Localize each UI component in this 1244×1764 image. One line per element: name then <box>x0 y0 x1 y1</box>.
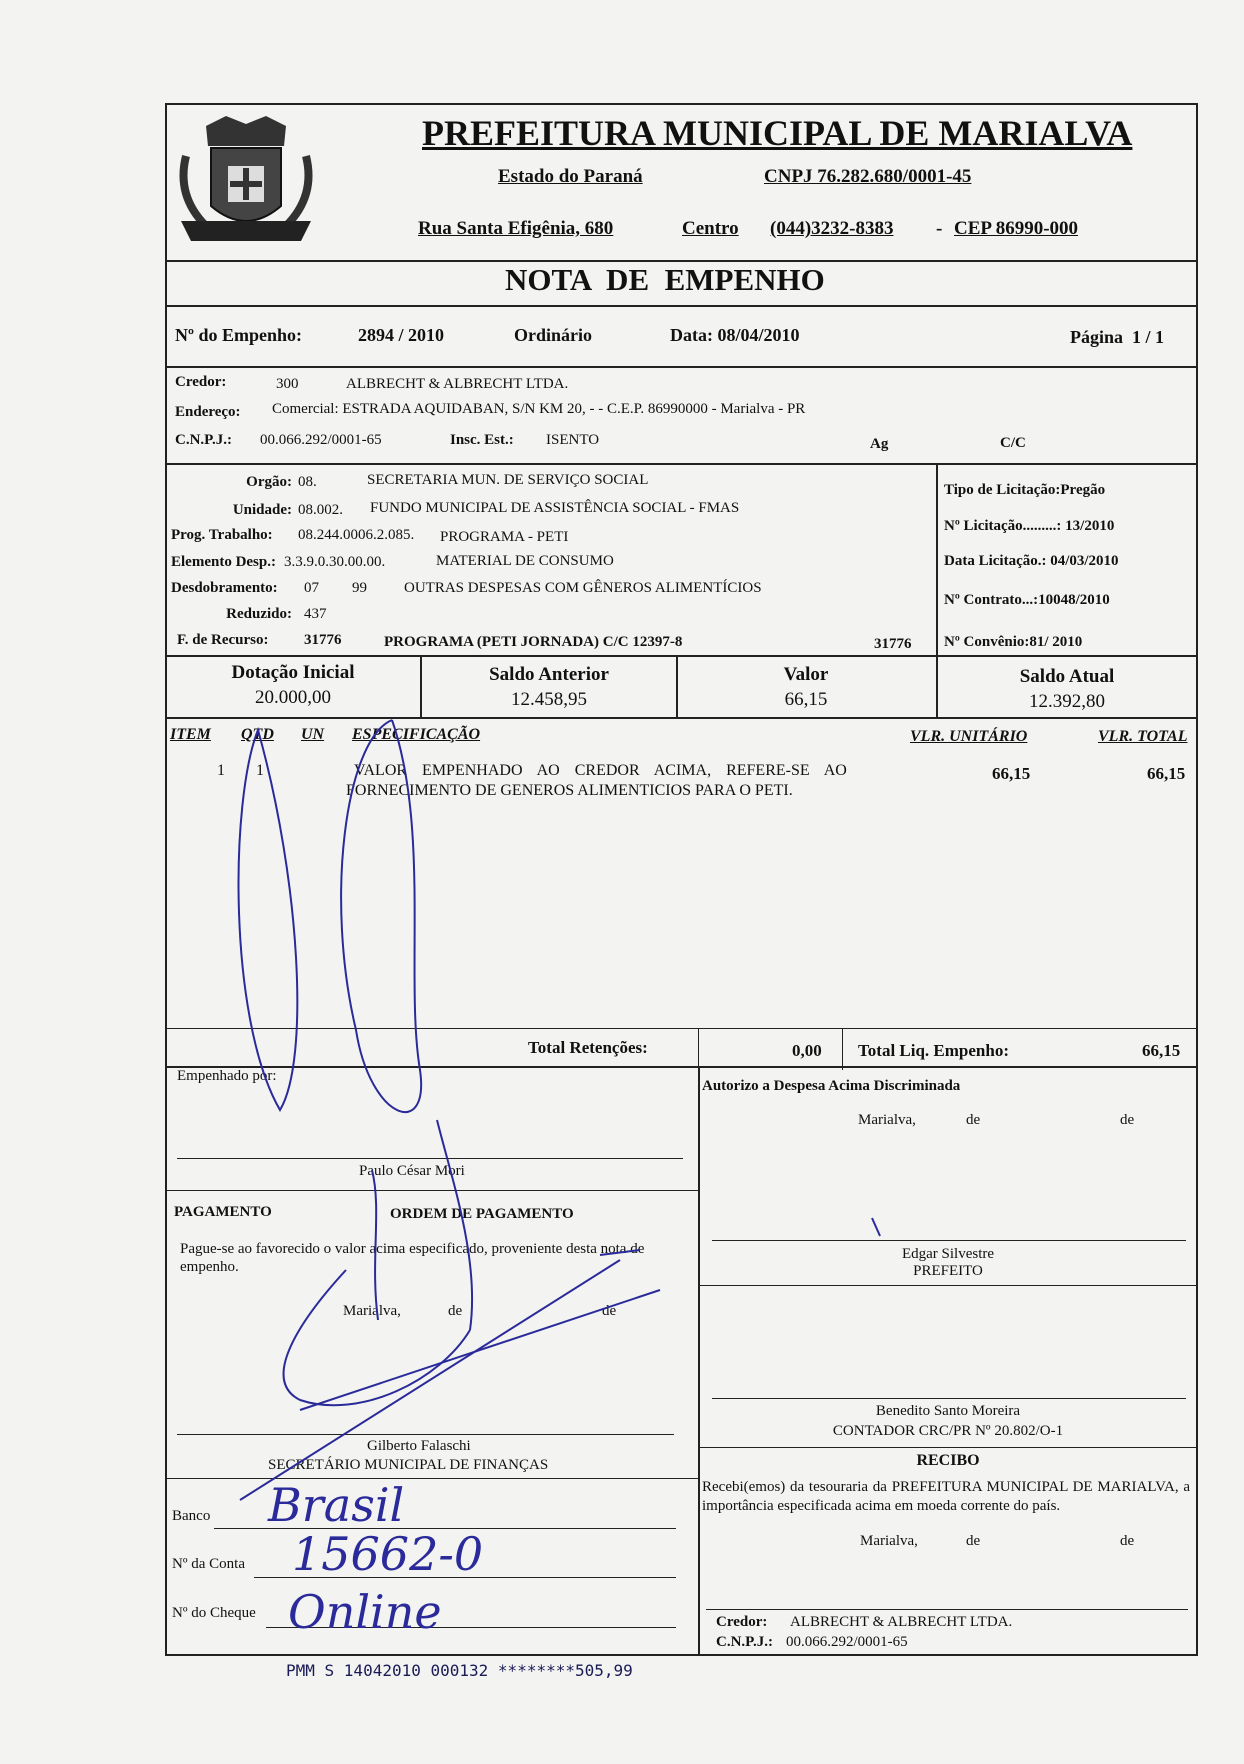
table-row-qtd: 1 <box>256 762 264 779</box>
recibo-credor-name: ALBRECHT & ALBRECHT LTDA. <box>790 1614 1013 1630</box>
col-spec: ESPECIFICAÇÃO <box>352 726 481 743</box>
reduzido-label: Reduzido: <box>226 606 292 622</box>
right-de-1: de <box>966 1112 981 1128</box>
contador-title: CONTADOR CRC/PR Nº 20.802/O-1 <box>832 1423 1064 1439</box>
dotacao-label: Dotação Inicial <box>231 662 355 683</box>
dotacao-value: 20.000,00 <box>255 687 331 708</box>
elemento-name: MATERIAL DE CONSUMO <box>436 553 614 569</box>
liq-label: Total Liq. Empenho: <box>858 1041 1009 1060</box>
dash: - <box>936 218 943 239</box>
recibo-de-1: de <box>966 1533 981 1549</box>
prog-name: PROGRAMA - PETI <box>440 529 569 545</box>
table-row-spec-line1: VALOR EMPENHADO AO CREDOR ACIMA, REFERE-SE AO <box>354 762 847 779</box>
retencoes-label: Total Retenções: <box>528 1038 648 1057</box>
liq-value: 66,15 <box>1142 1041 1181 1060</box>
valor-label: Valor <box>783 664 829 685</box>
licitacao-tipo: Tipo de Licitação:Pregão <box>944 482 1106 498</box>
desdob-name: OUTRAS DESPESAS COM GÊNEROS ALIMENTÍCIOS <box>404 580 762 596</box>
col-un: UN <box>301 726 325 743</box>
page-title: PREFEITURA MUNICIPAL DE MARIALVA <box>422 113 1133 153</box>
phone: (044)3232-8383 <box>770 218 894 239</box>
empenho-number-label: Nº do Empenho: <box>175 325 302 345</box>
table-row-spec-line2: FORNECIMENTO DE GENEROS ALIMENTICIOS PARA O PETI. <box>346 782 793 799</box>
recibo-cnpj: 00.066.292/0001-65 <box>786 1634 908 1650</box>
credor-cnpj: 00.066.292/0001-65 <box>260 432 382 448</box>
table-row-total: 66,15 <box>1147 764 1186 783</box>
address-street: Rua Santa Efigênia, 680 <box>418 218 614 239</box>
municipality-cnpj: CNPJ 76.282.680/0001-45 <box>764 166 972 187</box>
credor-label: Credor: <box>175 374 227 390</box>
cep: CEP 86990-000 <box>954 218 1079 239</box>
elemento-code: 3.3.9.0.30.00.00. <box>284 554 386 570</box>
table-row-item: 1 <box>217 762 225 779</box>
recibo-city: Marialva, <box>860 1533 918 1549</box>
saldo-anterior-label: Saldo Anterior <box>489 664 609 685</box>
col-unit: VLR. UNITÁRIO <box>910 728 1028 745</box>
ag-label: Ag <box>870 436 889 452</box>
recibo-credor-label: Credor: <box>716 1614 768 1630</box>
cnpj-label: C.N.P.J.: <box>175 432 232 448</box>
saldo-atual-label: Saldo Atual <box>1019 666 1115 687</box>
prog-label: Prog. Trabalho: <box>171 527 273 543</box>
cheque-handwritten: Online <box>288 1585 442 1639</box>
desdob-a: 07 <box>304 580 319 596</box>
col-total: VLR. TOTAL <box>1098 728 1188 745</box>
orgao-code: 08. <box>298 474 317 490</box>
unidade-label: Unidade: <box>232 502 292 518</box>
credor-code: 300 <box>276 376 299 392</box>
left-de-2: de <box>602 1303 617 1319</box>
insc-label: Insc. Est.: <box>450 432 514 448</box>
prefeito-name: Edgar Silvestre <box>901 1246 995 1262</box>
page-number: Página 1 / 1 <box>1070 327 1165 347</box>
state-label: Estado do Paraná <box>498 166 643 187</box>
right-de-2: de <box>1120 1112 1135 1128</box>
licitacao-numero: Nº Licitação.........: 13/2010 <box>944 518 1115 534</box>
recurso-code: 31776 <box>304 632 342 648</box>
desdob-label: Desdobramento: <box>171 580 278 596</box>
desdob-b: 99 <box>352 580 367 596</box>
recurso-code-2: 31776 <box>874 636 912 652</box>
recibo-title: RECIBO <box>916 1452 980 1469</box>
conta-handwritten: 15662-0 <box>292 1527 484 1581</box>
cc-label: C/C <box>1000 435 1026 451</box>
recibo-de-2: de <box>1120 1533 1135 1549</box>
insc-value: ISENTO <box>546 432 600 448</box>
conta-label: Nº da Conta <box>172 1556 245 1572</box>
saldo-atual-value: 12.392,80 <box>1029 691 1105 712</box>
banco-label: Banco <box>172 1508 211 1524</box>
empenhado-label: Empenhado por: <box>177 1068 277 1084</box>
empenho-number: 2894 / 2010 <box>358 325 445 345</box>
left-city: Marialva, <box>343 1303 401 1319</box>
reduzido-value: 437 <box>304 606 327 622</box>
empenho-type: Ordinário <box>514 325 593 345</box>
pagamento-label: PAGAMENTO <box>174 1204 272 1220</box>
address-district: Centro <box>682 218 739 239</box>
orgao-name: SECRETARIA MUN. DE SERVIÇO SOCIAL <box>367 472 649 488</box>
col-qtd: QTD <box>241 726 274 743</box>
saldo-anterior-value: 12.458,95 <box>511 689 587 710</box>
secretary-title: SECRETÁRIO MUNICIPAL DE FINANÇAS <box>268 1457 549 1473</box>
licitacao-data: Data Licitação.: 04/03/2010 <box>944 553 1119 569</box>
address-label: Endereço: <box>175 404 241 420</box>
autorizo-label: Autorizo a Despesa Acima Discriminada <box>702 1078 961 1094</box>
empenhado-name: Paulo César Mori <box>359 1163 465 1179</box>
prefeito-title: PREFEITO <box>913 1263 983 1279</box>
valor-value: 66,15 <box>784 689 828 710</box>
right-city: Marialva, <box>858 1112 916 1128</box>
ordem-label: ORDEM DE PAGAMENTO <box>390 1206 574 1222</box>
document-title: NOTA DE EMPENHO <box>505 262 825 297</box>
contador-name: Benedito Santo Moreira <box>875 1403 1021 1419</box>
left-de-1: de <box>448 1303 463 1319</box>
unidade-name: FUNDO MUNICIPAL DE ASSISTÊNCIA SOCIAL - FMAS <box>370 500 740 516</box>
bank-stamp: PMM S 14042010 000132 ********505,99 <box>286 1661 633 1680</box>
empenho-date: Data: 08/04/2010 <box>670 325 800 345</box>
convenio-number: Nº Convênio:81/ 2010 <box>944 634 1083 650</box>
retencoes-value: 0,00 <box>792 1041 822 1060</box>
secretary-name: Gilberto Falaschi <box>367 1438 471 1454</box>
pague-text: Pague-se ao favorecido o valor acima especificado, proveniente desta nota de empenho. <box>180 1241 645 1275</box>
orgao-label: Orgão: <box>246 474 292 490</box>
unidade-code: 08.002. <box>298 502 343 518</box>
table-row-unit: 66,15 <box>992 764 1031 783</box>
elemento-label: Elemento Desp.: <box>171 554 276 570</box>
banco-handwritten: Brasil <box>268 1478 405 1532</box>
col-item: ITEM <box>170 726 211 743</box>
contrato-number: Nº Contrato...:10048/2010 <box>944 592 1110 608</box>
credor-name: ALBRECHT & ALBRECHT LTDA. <box>346 376 569 392</box>
recurso-label: F. de Recurso: <box>177 632 269 648</box>
credor-address: Comercial: ESTRADA AQUIDABAN, S/N KM 20, - - C.E.P. 86990000 - Marialva - PR <box>272 401 806 417</box>
prog-code: 08.244.0006.2.085. <box>298 527 415 543</box>
recibo-cnpj-label: C.N.P.J.: <box>716 1634 773 1650</box>
cheque-label: Nº do Cheque <box>172 1605 256 1621</box>
recurso-name: PROGRAMA (PETI JORNADA) C/C 12397-8 <box>384 634 683 650</box>
recibo-text: Recebi(emos) da tesouraria da PREFEITURA MUNICIPAL DE MARIALVA, a importância especificada acima em moeda corrente do país. <box>702 1479 1190 1514</box>
